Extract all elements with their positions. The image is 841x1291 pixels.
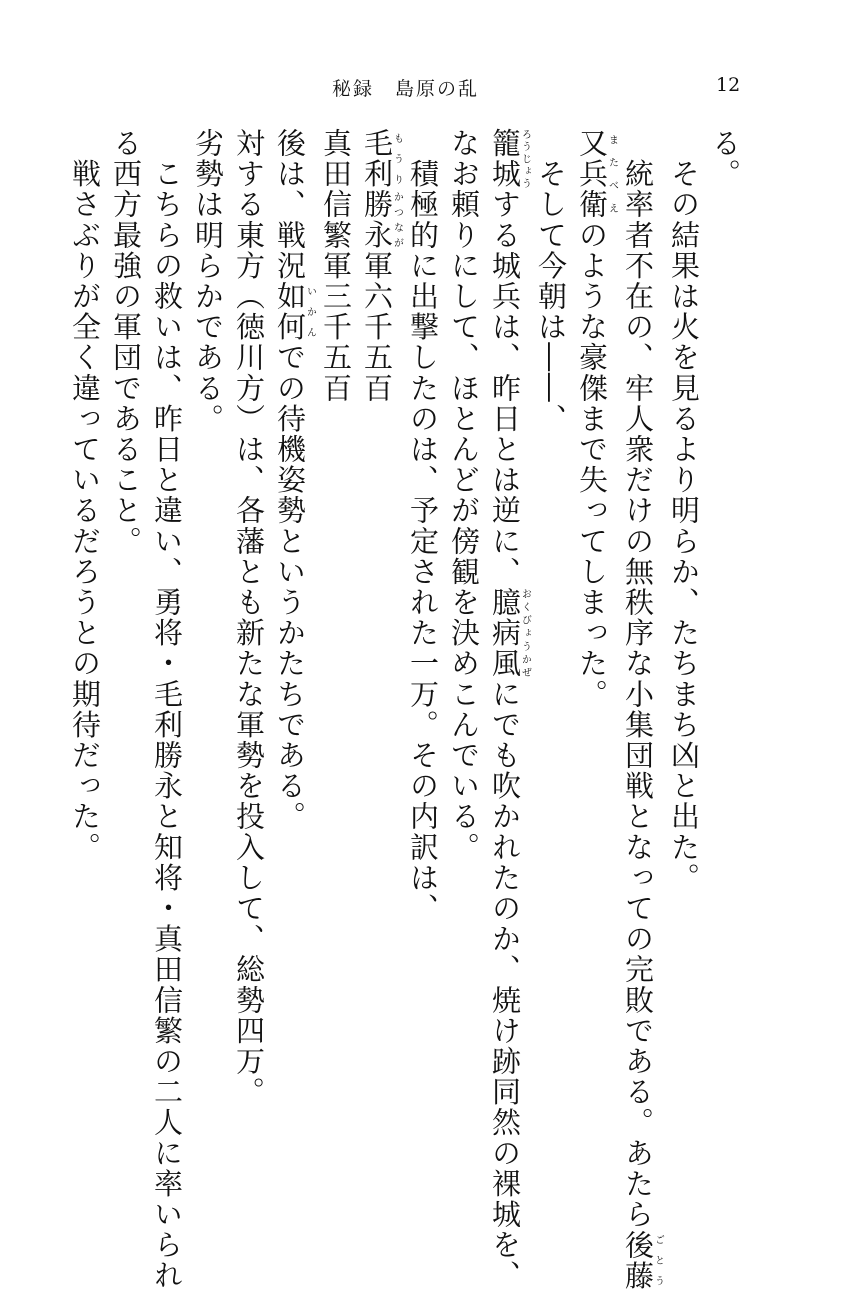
- ruby-matabee: [575, 128, 618, 220]
- line-text: こちらの救いは、昨日と違い、勇将・毛利勝永と知将・真田信繁の二人に率いられ: [150, 128, 184, 1291]
- line-text: その結果は火を見るより明らか、たちまち凶と出た。: [667, 128, 701, 893]
- ruby-ikan: [273, 281, 316, 343]
- text-line-10: [315, 128, 356, 1128]
- line-text: 対する東方（徳川方）は、各藩とも新たな軍勢を投入して、総勢四万。: [232, 128, 266, 1108]
- line-text: なお頼りにして、ほとんどが傍観を決めこんでいる。: [447, 128, 481, 863]
- ruby-reading: かつなが: [391, 189, 403, 251]
- line-text: 劣勢は明らかである。: [191, 128, 225, 434]
- text-line-16: [64, 128, 105, 1128]
- ruby-base: 如何: [273, 281, 307, 343]
- text-line-12: [228, 128, 269, 1128]
- text-line-1: [704, 128, 745, 1128]
- ruby-reading: ろうじょう: [519, 128, 531, 190]
- line-text: 戦さぶりが全く違っているだろうとの期待だった。: [68, 128, 102, 863]
- text-line-15: [105, 128, 146, 1128]
- ruby-base: 臆病風: [488, 587, 522, 679]
- text-line-5: [530, 128, 571, 1128]
- line-text: 後は、戦況: [273, 128, 307, 281]
- running-title: 秘録 島原の乱: [332, 78, 480, 100]
- text-line-13: [187, 128, 228, 1128]
- text-line-6: [484, 128, 531, 1291]
- line-text: 軍六千五百: [360, 250, 394, 404]
- ruby-reading: おくびょうかぜ: [519, 587, 531, 679]
- ruby-reading: いかん: [304, 281, 316, 343]
- ruby-reading: ごとう: [652, 1229, 664, 1291]
- text-line-14: [146, 128, 187, 1291]
- ruby-base: 又兵衛: [575, 128, 609, 220]
- ruby-mouri: [360, 128, 403, 190]
- line-text: での待機姿勢というかたちである。: [273, 342, 307, 832]
- ruby-roujou: [488, 128, 531, 190]
- ruby-reading: もうり: [391, 128, 403, 190]
- text-line-2: [663, 128, 704, 1128]
- ruby-base: 後藤: [621, 1229, 655, 1291]
- running-header: [0, 74, 841, 104]
- text-line-7: [443, 128, 484, 1128]
- vertical-text-body: [64, 128, 745, 1291]
- text-line-9: [356, 128, 402, 1128]
- line-text: にでも吹かれたのか、焼け跡同然の裸城を、: [488, 678, 522, 1291]
- ruby-goto: [621, 1229, 664, 1291]
- line-text: 真田信繁軍三千五百: [319, 128, 353, 404]
- line-text: る。: [708, 128, 742, 190]
- line-text: 統率者不在の、牢人衆だけの無秩序な小集団戦となっての完敗である。あたら: [621, 128, 655, 1230]
- ruby-okubyoukaze: [488, 587, 531, 679]
- ruby-base: 毛利: [360, 128, 394, 190]
- text-line-8: [402, 128, 443, 1128]
- ruby-base: 勝永: [360, 189, 394, 251]
- text-line-3: [617, 128, 664, 1291]
- line-text: のような豪傑まで失ってしまった。: [575, 219, 609, 710]
- ruby-base: 籠城: [488, 128, 522, 190]
- text-line-11: [269, 128, 315, 1128]
- line-text: する城兵は、昨日とは逆に、: [488, 189, 522, 588]
- line-text: 積極的に出撃したのは、予定された一万。その内訳は、: [406, 128, 440, 924]
- ruby-katsunaga: [360, 189, 403, 251]
- page-number: 12: [716, 74, 741, 96]
- line-text: そして今朝は――、: [534, 128, 568, 434]
- text-line-4: [571, 128, 617, 1128]
- ruby-reading: またべえ: [606, 128, 618, 220]
- line-text: る西方最強の軍団であること。: [109, 128, 143, 557]
